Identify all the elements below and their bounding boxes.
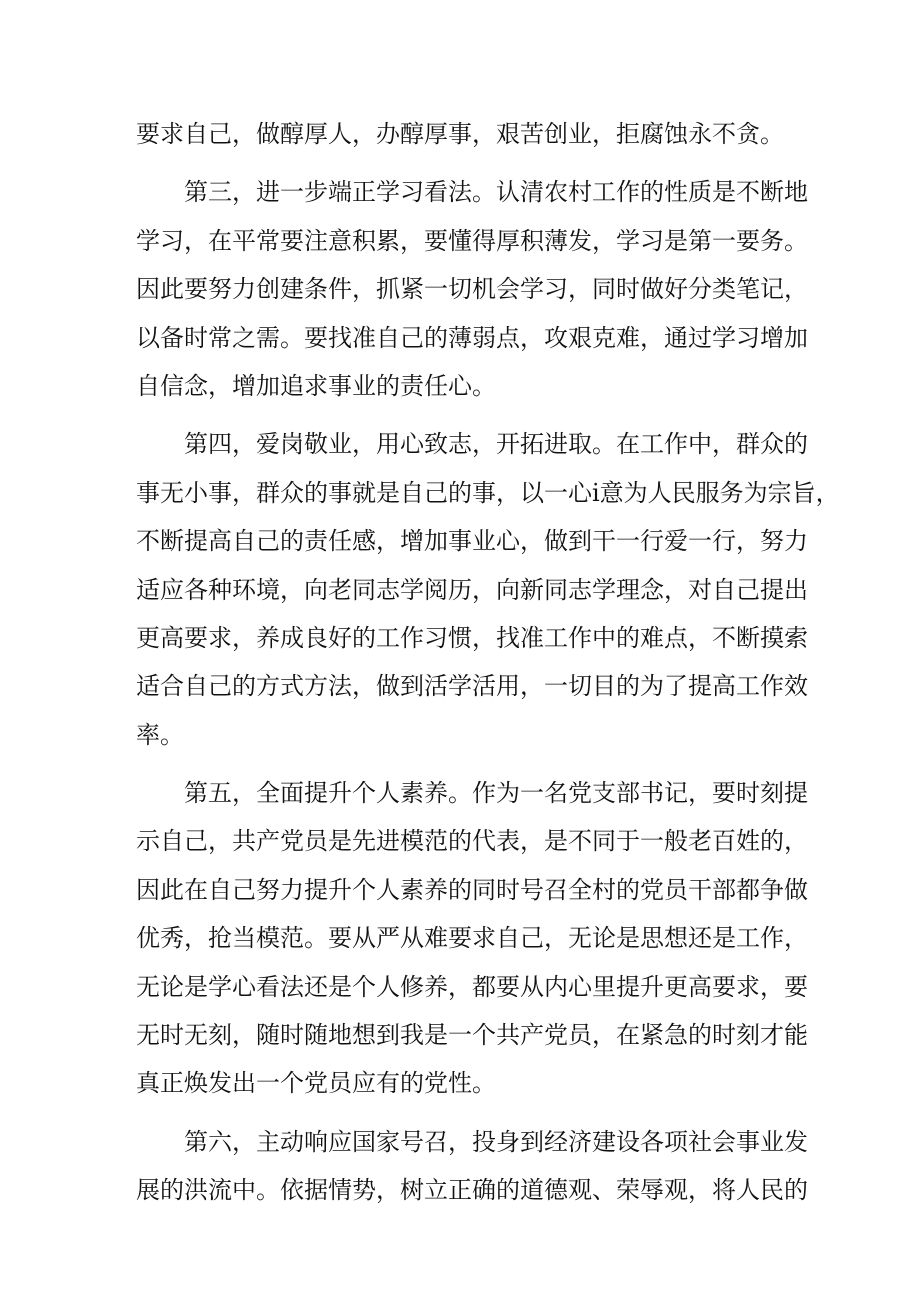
text-line: 自信念，增加追求事业的责任心。 xyxy=(136,371,496,400)
text-line: 无时无刻，随时随地想到我是一个共产党员，在紧急的时刻才能 xyxy=(136,1021,808,1050)
paragraph xyxy=(136,168,808,410)
text-line: 更高要求，养成良好的工作习惯，找准工作中的难点，不断摸索 xyxy=(136,623,808,652)
text-line: 第五，全面提升个人素养。作为一名党支部书记，要时刻提 xyxy=(184,779,808,808)
text-line: 第六，主动响应国家号召，投身到经济建设各项社会事业发 xyxy=(184,1127,808,1156)
text-line: 不断提高自己的责任感，增加事业心，做到干一行爱一行，努力 xyxy=(136,527,808,556)
paragraph xyxy=(136,420,840,759)
text-line: 事无小事，群众的事就是自己的事，以一心i意为人民服务为宗旨， xyxy=(136,478,840,507)
text-line: 无论是学心看法还是个人修养，都要从内心里提升更高要求，要 xyxy=(136,972,808,1001)
text-line: 因此在自己努力提升个人素养的同时号召全村的党员干部都争做 xyxy=(136,875,808,904)
text-line: 第三，进一步端正学习看法。认清农村工作的性质是不断地 xyxy=(184,178,808,207)
text-line: 适应各种环境，向老同志学阅历，向新同志学理念，对自己提出 xyxy=(136,575,808,604)
paragraph-gap xyxy=(136,759,796,769)
text-line: 展的洪流中。依据情势，树立正确的道德观、荣辱观，将人民的 xyxy=(136,1176,808,1205)
text-line: 率。 xyxy=(136,720,184,749)
text-line: 适合自己的方式方法，做到活学活用，一切目的为了提高工作效 xyxy=(136,672,808,701)
text-line: 要求自己，做醇厚人，办醇厚事，艰苦创业，拒腐蚀永不贪。 xyxy=(136,120,784,148)
paragraph xyxy=(136,1118,808,1215)
paragraph-gap xyxy=(136,1108,796,1118)
text-line: 第四，爱岗敬业，用心致志，开拓进取。在工作中，群众的 xyxy=(184,430,808,459)
text-line: 真正焕发出一个党员应有的党性。 xyxy=(136,1069,496,1098)
body-text xyxy=(136,110,840,1215)
text-line: 学习，在平常要注意积累，要懂得厚积薄发，学习是第一要务。 xyxy=(136,226,808,255)
text-line: 优秀，抢当模范。要从严从难要求自己，无论是思想还是工作， xyxy=(136,924,808,953)
paragraph-gap xyxy=(136,158,796,168)
paragraph-gap xyxy=(136,410,796,420)
text-line: 因此要努力创建条件，抓紧一切机会学习，同时做好分类笔记， xyxy=(136,275,808,304)
paragraph xyxy=(136,110,796,158)
text-line: 以备时常之需。要找准自己的薄弱点，攻艰克难，通过学习增加 xyxy=(136,323,808,352)
text-line: 示自己，共产党员是先进模范的代表，是不同于一般老百姓的， xyxy=(136,827,808,856)
paragraph xyxy=(136,769,808,1108)
